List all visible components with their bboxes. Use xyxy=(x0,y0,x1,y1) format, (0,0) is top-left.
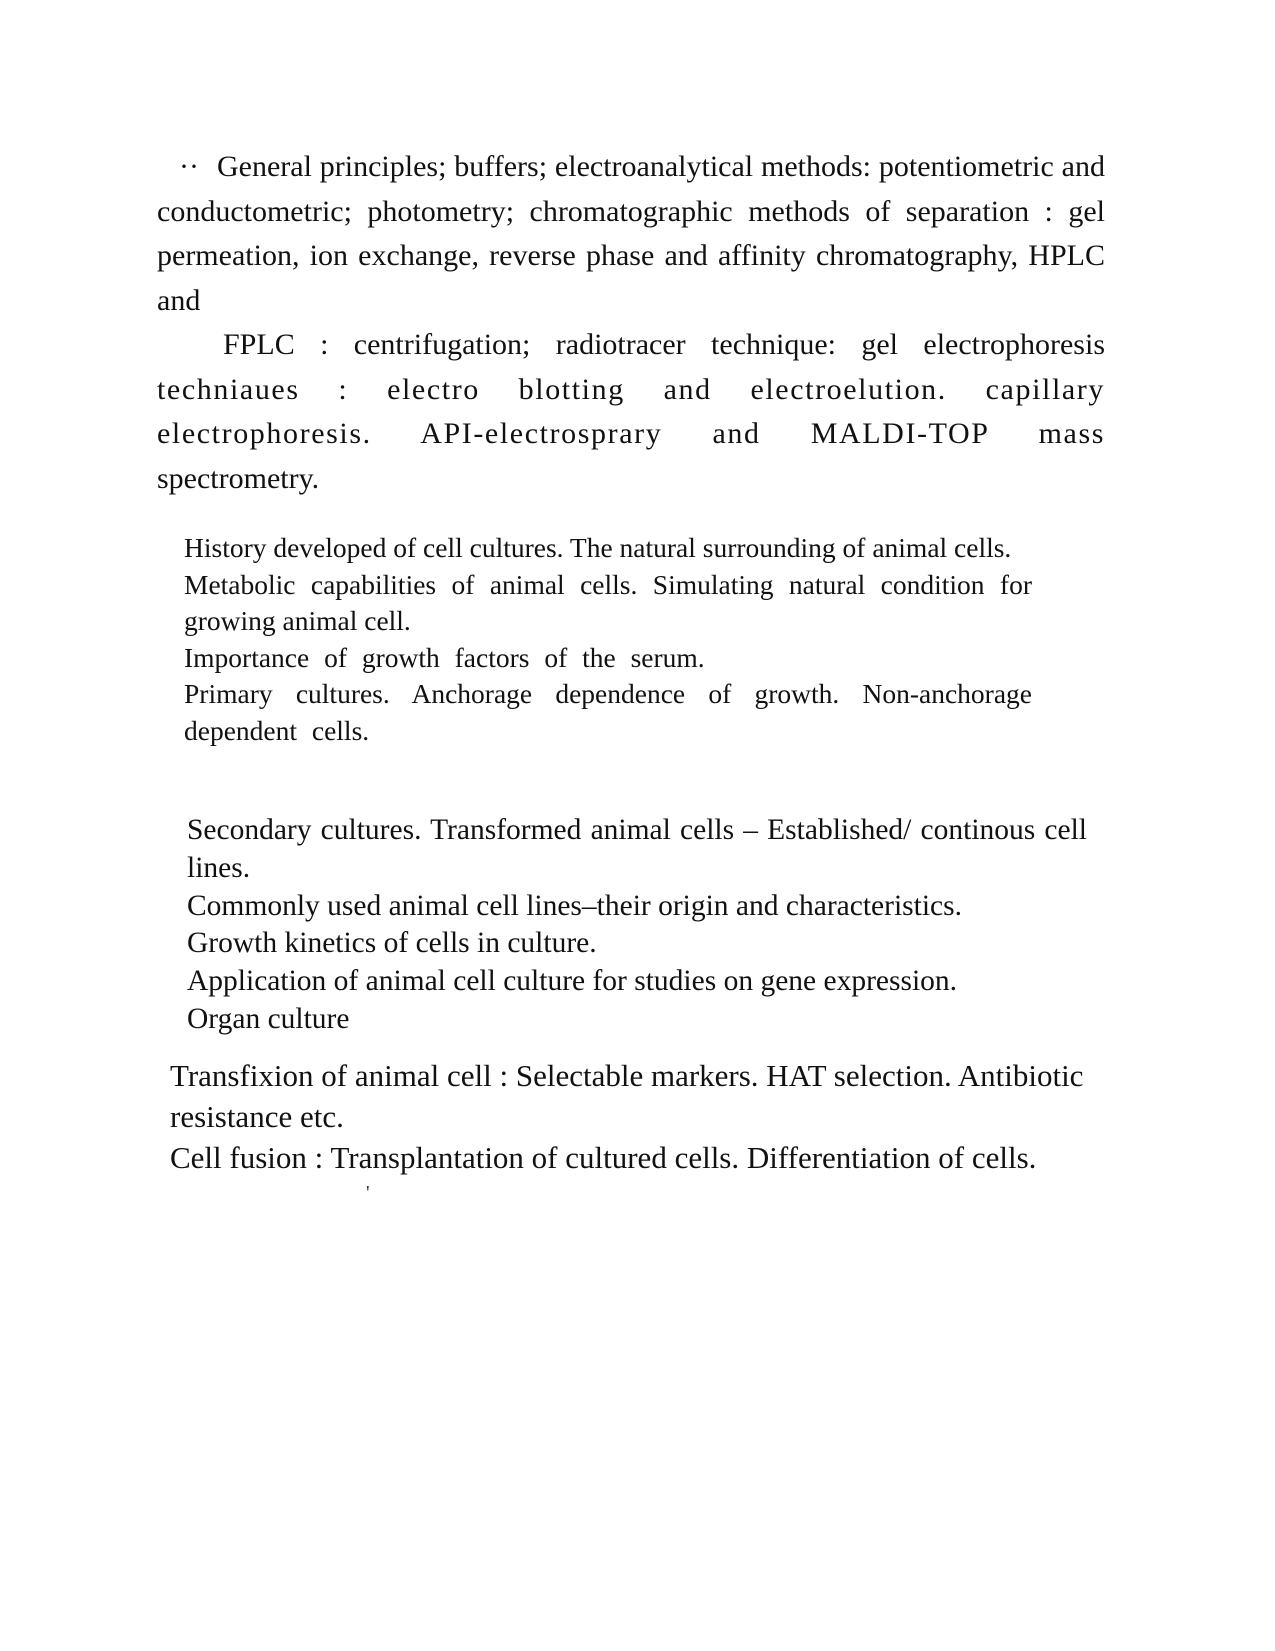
stray-mark: ' xyxy=(366,1182,370,1204)
cell-lines-line: Growth kinetics of cells in culture. xyxy=(187,927,597,960)
cell-lines-line: Organ culture xyxy=(187,1002,350,1035)
cell-lines-line: Secondary cultures. Transformed animal cells – Established/ continous cell lines. xyxy=(187,814,1087,884)
cell-culture-line: Primary cultures. Anchorage dependence of growth. Non-anchorage dependent cells. xyxy=(184,678,1032,746)
analytical-methods-paragraph-2 xyxy=(157,323,1105,501)
analytical-methods-text-2a: FPLC : centrifugation; radiotracer technique: gel electrophoresis xyxy=(223,328,1105,361)
cell-lines-section xyxy=(187,812,1087,1039)
transfection-line: Cell fusion : Transplantation of cultured cells. Differentiation of cells. xyxy=(170,1140,1037,1175)
transfection-section xyxy=(170,1055,1110,1178)
cell-culture-line: Importance of growth factors of the serum. xyxy=(184,641,705,673)
cell-culture-basics-section xyxy=(184,530,1032,749)
analytical-methods-section xyxy=(157,145,1105,501)
analytical-methods-text-2c: spectrometry. xyxy=(157,461,320,495)
analytical-methods-text-2b: techniaues : electro blotting and electroelution. capillary electrophoresis. API-electrosprary and MALDI-TOP mass xyxy=(157,372,1105,450)
bullet-mark: ·· xyxy=(179,150,199,183)
cell-lines-line: Application of animal cell culture for studies on gene expression. xyxy=(187,965,958,998)
cell-lines-line: Commonly used animal cell lines–their origin and characteristics. xyxy=(187,889,962,922)
cell-culture-line: Metabolic capabilities of animal cells. Simulating natural condition for growing animal cell. xyxy=(184,568,1032,636)
analytical-methods-paragraph-1 xyxy=(157,145,1105,323)
transfection-line: Transfixion of animal cell : Selectable markers. HAT selection. Antibiotic resistance etc. xyxy=(170,1058,1084,1134)
cell-culture-line: History developed of cell cultures. The natural surrounding of animal cells. xyxy=(184,532,1012,563)
analytical-methods-text-1: General principles; buffers; electroanalytical methods: potentiometric and conductometric; photometry; chromatographic methods of separation : gel permeation, ion exchange, reverse phase and affinity chromatography, HPLC and xyxy=(157,150,1105,317)
